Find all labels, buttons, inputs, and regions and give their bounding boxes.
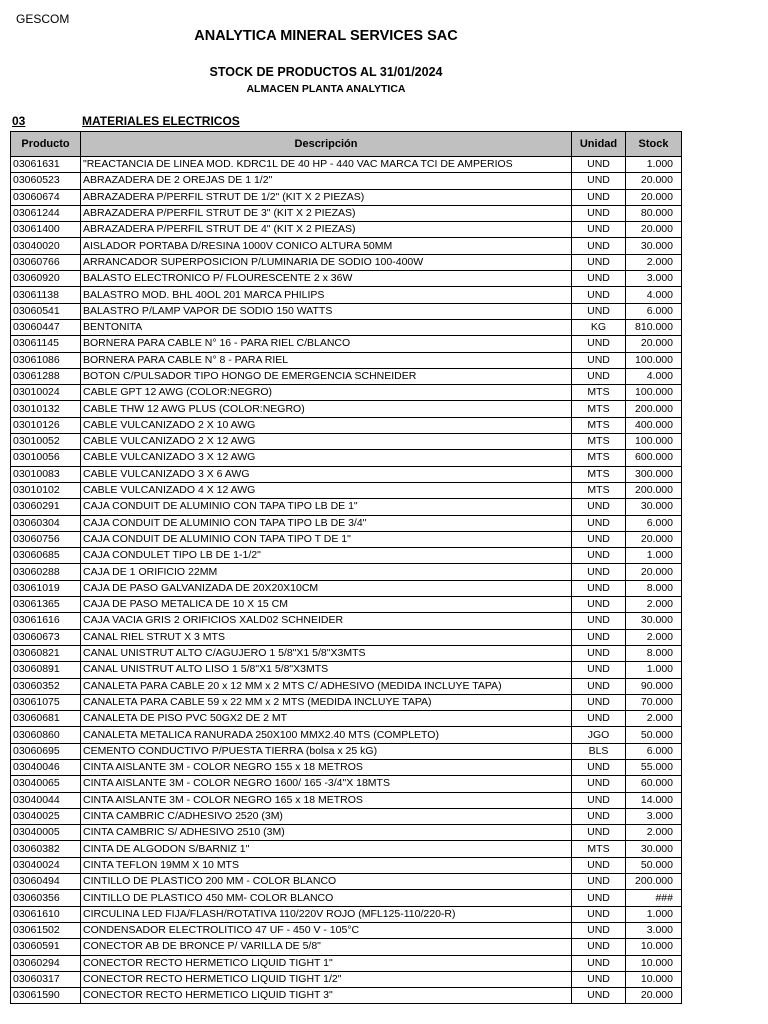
column-header-descripcion: Descripción xyxy=(81,132,572,157)
product-stock: 3.000 xyxy=(626,922,682,938)
product-code: 03060523 xyxy=(11,173,81,189)
product-stock: 20.000 xyxy=(626,564,682,580)
table-row xyxy=(11,694,682,710)
table-row xyxy=(11,890,682,906)
product-description: CABLE VULCANIZADO 3 X 12 AWG xyxy=(81,450,572,466)
product-code: 03060352 xyxy=(11,678,81,694)
table-row xyxy=(11,385,682,401)
product-stock: 20.000 xyxy=(626,189,682,205)
product-code: 03040024 xyxy=(11,857,81,873)
product-description: ABRAZADERA P/PERFIL STRUT DE 1/2" (KIT X 2 PIEZAS) xyxy=(81,189,572,205)
product-description: CABLE VULCANIZADO 2 X 12 AWG xyxy=(81,434,572,450)
product-stock: 1.000 xyxy=(626,906,682,922)
product-description: CAJA CONDULET TIPO LB DE 1-1/2" xyxy=(81,548,572,564)
product-code: 03040046 xyxy=(11,759,81,775)
product-description: BOTON C/PULSADOR TIPO HONGO DE EMERGENCIA SCHNEIDER xyxy=(81,368,572,384)
product-code: 03060591 xyxy=(11,939,81,955)
table-row xyxy=(11,662,682,678)
product-unit: UND xyxy=(572,531,626,547)
table-row xyxy=(11,792,682,808)
product-stock: 810.000 xyxy=(626,319,682,335)
product-unit: MTS xyxy=(572,385,626,401)
table-row xyxy=(11,825,682,841)
table-row xyxy=(11,629,682,645)
product-stock: 300.000 xyxy=(626,466,682,482)
product-code: 03061145 xyxy=(11,336,81,352)
product-description: CINTA AISLANTE 3M - COLOR NEGRO 165 x 18 METROS xyxy=(81,792,572,808)
product-code: 03061244 xyxy=(11,205,81,221)
table-row xyxy=(11,727,682,743)
table-row xyxy=(11,319,682,335)
product-unit: MTS xyxy=(572,434,626,450)
product-unit: BLS xyxy=(572,743,626,759)
product-code: 03061288 xyxy=(11,368,81,384)
product-unit: UND xyxy=(572,629,626,645)
product-code: 03040005 xyxy=(11,825,81,841)
table-row xyxy=(11,939,682,955)
column-header-producto: Producto xyxy=(11,132,81,157)
product-unit: UND xyxy=(572,890,626,906)
product-stock: 8.000 xyxy=(626,580,682,596)
product-unit: UND xyxy=(572,922,626,938)
product-description: CANALETA PARA CABLE 20 x 12 MM x 2 MTS C/ ADHESIVO (MEDIDA INCLUYE TAPA) xyxy=(81,678,572,694)
product-unit: UND xyxy=(572,303,626,319)
table-row xyxy=(11,450,682,466)
product-description: CONDENSADOR ELECTROLITICO 47 UF - 450 V - 105°C xyxy=(81,922,572,938)
product-code: 03040044 xyxy=(11,792,81,808)
product-description: "REACTANCIA DE LINEA MOD. KDRC1L DE 40 HP - 440 VAC MARCA TCI DE AMPERIOS xyxy=(81,157,572,173)
table-row xyxy=(11,482,682,498)
product-stock: 10.000 xyxy=(626,939,682,955)
product-description: BORNERA PARA CABLE N° 16 - PARA RIEL C/BLANCO xyxy=(81,336,572,352)
product-unit: UND xyxy=(572,808,626,824)
product-unit: UND xyxy=(572,173,626,189)
product-description: CINTA CAMBRIC S/ ADHESIVO 2510 (3M) xyxy=(81,825,572,841)
product-description: ABRAZADERA P/PERFIL STRUT DE 4" (KIT X 2 PIEZAS) xyxy=(81,222,572,238)
product-description: CANALETA DE PISO PVC 50GX2 DE 2 MT xyxy=(81,711,572,727)
table-row xyxy=(11,548,682,564)
table-row xyxy=(11,401,682,417)
product-code: 03040025 xyxy=(11,808,81,824)
table-row xyxy=(11,157,682,173)
product-stock: 2.000 xyxy=(626,825,682,841)
product-stock: 10.000 xyxy=(626,971,682,987)
product-stock: 55.000 xyxy=(626,759,682,775)
table-row xyxy=(11,955,682,971)
product-unit: UND xyxy=(572,580,626,596)
table-row xyxy=(11,857,682,873)
product-stock: 30.000 xyxy=(626,613,682,629)
product-stock: 1.000 xyxy=(626,157,682,173)
category-code: 03 xyxy=(12,114,26,128)
product-description: CEMENTO CONDUCTIVO P/PUESTA TIERRA (bolsa x 25 kG) xyxy=(81,743,572,759)
product-code: 03061019 xyxy=(11,580,81,596)
table-row xyxy=(11,254,682,270)
product-stock: 200.000 xyxy=(626,482,682,498)
product-stock: 20.000 xyxy=(626,222,682,238)
column-header-stock: Stock xyxy=(626,132,682,157)
product-unit: UND xyxy=(572,368,626,384)
product-unit: UND xyxy=(572,857,626,873)
product-code: 03060756 xyxy=(11,531,81,547)
table-row xyxy=(11,906,682,922)
product-stock: 200.000 xyxy=(626,874,682,890)
product-stock: 50.000 xyxy=(626,857,682,873)
product-unit: MTS xyxy=(572,482,626,498)
product-unit: UND xyxy=(572,955,626,971)
product-unit: UND xyxy=(572,564,626,580)
table-row xyxy=(11,564,682,580)
product-code: 03060821 xyxy=(11,645,81,661)
product-stock: 2.000 xyxy=(626,254,682,270)
product-description: BORNERA PARA CABLE N° 8 - PARA RIEL xyxy=(81,352,572,368)
product-code: 03061590 xyxy=(11,988,81,1004)
product-stock: 30.000 xyxy=(626,238,682,254)
product-code: 03010102 xyxy=(11,482,81,498)
product-description: AISLADOR PORTABA D/RESINA 1000V CONICO ALTURA 50MM xyxy=(81,238,572,254)
product-description: CANAL RIEL STRUT X 3 MTS xyxy=(81,629,572,645)
product-description: CANAL UNISTRUT ALTO C/AGUJERO 1 5/8"X1 5/8"X3MTS xyxy=(81,645,572,661)
product-unit: UND xyxy=(572,597,626,613)
product-description: CONECTOR RECTO HERMETICO LIQUID TIGHT 1/2" xyxy=(81,971,572,987)
product-description: CINTA TEFLON 19MM X 10 MTS xyxy=(81,857,572,873)
product-unit: UND xyxy=(572,548,626,564)
product-code: 03060288 xyxy=(11,564,81,580)
product-code: 03040020 xyxy=(11,238,81,254)
product-unit: MTS xyxy=(572,450,626,466)
product-description: CANALETA METALICA RANURADA 250X100 MMX2.40 MTS (COMPLETO) xyxy=(81,727,572,743)
product-unit: UND xyxy=(572,971,626,987)
product-stock: 30.000 xyxy=(626,499,682,515)
product-stock: 14.000 xyxy=(626,792,682,808)
product-code: 03060304 xyxy=(11,515,81,531)
product-unit: UND xyxy=(572,287,626,303)
product-code: 03060494 xyxy=(11,874,81,890)
product-code: 03060891 xyxy=(11,662,81,678)
product-code: 03061616 xyxy=(11,613,81,629)
product-description: CINTA AISLANTE 3M - COLOR NEGRO 155 x 18 METROS xyxy=(81,759,572,775)
product-unit: UND xyxy=(572,825,626,841)
product-stock: 90.000 xyxy=(626,678,682,694)
table-row xyxy=(11,303,682,319)
product-code: 03010126 xyxy=(11,417,81,433)
product-description: ARRANCADOR SUPERPOSICION P/LUMINARIA DE SODIO 100-400W xyxy=(81,254,572,270)
product-code: 03010024 xyxy=(11,385,81,401)
product-unit: UND xyxy=(572,662,626,678)
table-row xyxy=(11,776,682,792)
product-stock: 60.000 xyxy=(626,776,682,792)
product-description: CABLE THW 12 AWG PLUS (COLOR:NEGRO) xyxy=(81,401,572,417)
table-row xyxy=(11,743,682,759)
table-row xyxy=(11,874,682,890)
product-description: BALASTRO MOD. BHL 40OL 201 MARCA PHILIPS xyxy=(81,287,572,303)
table-row xyxy=(11,922,682,938)
product-code: 03060541 xyxy=(11,303,81,319)
product-stock: 1.000 xyxy=(626,662,682,678)
product-stock: 3.000 xyxy=(626,808,682,824)
product-description: CANALETA PARA CABLE 59 x 22 MM x 2 MTS (MEDIDA INCLUYE TAPA) xyxy=(81,694,572,710)
product-unit: UND xyxy=(572,694,626,710)
product-code: 03060860 xyxy=(11,727,81,743)
product-stock: 2.000 xyxy=(626,597,682,613)
table-row xyxy=(11,466,682,482)
product-unit: MTS xyxy=(572,841,626,857)
product-code: 03060685 xyxy=(11,548,81,564)
product-description: ABRAZADERA P/PERFIL STRUT DE 3" (KIT X 2 PIEZAS) xyxy=(81,205,572,221)
table-row xyxy=(11,808,682,824)
product-code: 03061502 xyxy=(11,922,81,938)
product-description: CABLE VULCANIZADO 4 X 12 AWG xyxy=(81,482,572,498)
product-unit: UND xyxy=(572,988,626,1004)
report-subtitle: STOCK DE PRODUCTOS AL 31/01/2024 xyxy=(209,65,443,79)
product-unit: UND xyxy=(572,336,626,352)
product-unit: UND xyxy=(572,874,626,890)
product-description: CAJA CONDUIT DE ALUMINIO CON TAPA TIPO LB DE 1" xyxy=(81,499,572,515)
product-unit: UND xyxy=(572,189,626,205)
product-code: 03061138 xyxy=(11,287,81,303)
product-code: 03060294 xyxy=(11,955,81,971)
product-stock: 4.000 xyxy=(626,368,682,384)
product-stock: 30.000 xyxy=(626,841,682,857)
table-row xyxy=(11,287,682,303)
product-unit: UND xyxy=(572,906,626,922)
product-description: ABRAZADERA DE 2 OREJAS DE 1 1/2" xyxy=(81,173,572,189)
product-stock: 20.000 xyxy=(626,173,682,189)
product-unit: UND xyxy=(572,499,626,515)
table-body xyxy=(11,157,682,1004)
product-unit: UND xyxy=(572,645,626,661)
product-unit: UND xyxy=(572,678,626,694)
product-code: 03060681 xyxy=(11,711,81,727)
product-unit: MTS xyxy=(572,401,626,417)
product-description: CINTILLO DE PLASTICO 450 MM- COLOR BLANCO xyxy=(81,890,572,906)
product-unit: UND xyxy=(572,613,626,629)
product-code: 03061400 xyxy=(11,222,81,238)
product-stock: 600.000 xyxy=(626,450,682,466)
table-row xyxy=(11,222,682,238)
product-unit: UND xyxy=(572,939,626,955)
product-stock: ### xyxy=(626,890,682,906)
product-stock: 20.000 xyxy=(626,336,682,352)
product-stock: 50.000 xyxy=(626,727,682,743)
product-description: CINTA DE ALGODON S/BARNIZ 1" xyxy=(81,841,572,857)
product-code: 03060695 xyxy=(11,743,81,759)
product-unit: KG xyxy=(572,319,626,335)
table-row xyxy=(11,988,682,1004)
product-code: 03061086 xyxy=(11,352,81,368)
product-stock: 6.000 xyxy=(626,303,682,319)
product-code: 03060447 xyxy=(11,319,81,335)
product-code: 03060291 xyxy=(11,499,81,515)
product-code: 03060382 xyxy=(11,841,81,857)
product-stock: 20.000 xyxy=(626,531,682,547)
table-row xyxy=(11,841,682,857)
table-row xyxy=(11,336,682,352)
table-row xyxy=(11,971,682,987)
product-description: CABLE GPT 12 AWG (COLOR:NEGRO) xyxy=(81,385,572,401)
product-code: 03060317 xyxy=(11,971,81,987)
table-row xyxy=(11,173,682,189)
product-description: CONECTOR RECTO HERMETICO LIQUID TIGHT 3" xyxy=(81,988,572,1004)
table-row xyxy=(11,515,682,531)
product-unit: MTS xyxy=(572,417,626,433)
table-row xyxy=(11,352,682,368)
product-unit: UND xyxy=(572,271,626,287)
report-title: ANALYTICA MINERAL SERVICES SAC xyxy=(194,28,458,44)
product-description: BENTONITA xyxy=(81,319,572,335)
product-stock: 100.000 xyxy=(626,352,682,368)
table-row xyxy=(11,613,682,629)
table-row xyxy=(11,368,682,384)
product-unit: JGO xyxy=(572,727,626,743)
product-stock: 2.000 xyxy=(626,629,682,645)
product-description: CABLE VULCANIZADO 2 X 10 AWG xyxy=(81,417,572,433)
product-stock: 6.000 xyxy=(626,515,682,531)
table-row xyxy=(11,205,682,221)
product-code: 03010056 xyxy=(11,450,81,466)
stock-table xyxy=(10,131,682,1004)
product-description: CABLE VULCANIZADO 3 X 6 AWG xyxy=(81,466,572,482)
product-stock: 400.000 xyxy=(626,417,682,433)
table-header-row xyxy=(11,132,682,157)
product-unit: UND xyxy=(572,515,626,531)
table-row xyxy=(11,189,682,205)
table-row xyxy=(11,531,682,547)
product-description: CINTA AISLANTE 3M - COLOR NEGRO 1600/ 165 -3/4"X 18MTS xyxy=(81,776,572,792)
product-stock: 8.000 xyxy=(626,645,682,661)
product-description: CIRCULINA LED FIJA/FLASH/ROTATIVA 110/220V ROJO (MFL125-110/220-R) xyxy=(81,906,572,922)
table-row xyxy=(11,597,682,613)
product-description: CANAL UNISTRUT ALTO LISO 1 5/8"X1 5/8"X3MTS xyxy=(81,662,572,678)
table-row xyxy=(11,499,682,515)
table-row xyxy=(11,711,682,727)
table-row xyxy=(11,759,682,775)
warehouse-name: ALMACEN PLANTA ANALYTICA xyxy=(246,83,406,95)
product-stock: 20.000 xyxy=(626,988,682,1004)
product-stock: 4.000 xyxy=(626,287,682,303)
table-row xyxy=(11,678,682,694)
product-code: 03010132 xyxy=(11,401,81,417)
product-stock: 100.000 xyxy=(626,385,682,401)
product-stock: 100.000 xyxy=(626,434,682,450)
product-code: 03060920 xyxy=(11,271,81,287)
product-stock: 70.000 xyxy=(626,694,682,710)
company-name: GESCOM xyxy=(16,12,70,26)
product-description: CAJA CONDUIT DE ALUMINIO CON TAPA TIPO T DE 1" xyxy=(81,531,572,547)
product-unit: UND xyxy=(572,711,626,727)
product-unit: UND xyxy=(572,157,626,173)
product-unit: MTS xyxy=(572,466,626,482)
product-description: CAJA VACIA GRIS 2 ORIFICIOS XALD02 SCHNEIDER xyxy=(81,613,572,629)
table-row xyxy=(11,271,682,287)
product-code: 03060766 xyxy=(11,254,81,270)
product-code: 03061631 xyxy=(11,157,81,173)
product-description: BALASTRO P/LAMP VAPOR DE SODIO 150 WATTS xyxy=(81,303,572,319)
product-description: CONECTOR RECTO HERMETICO LIQUID TIGHT 1" xyxy=(81,955,572,971)
product-code: 03010083 xyxy=(11,466,81,482)
product-stock: 6.000 xyxy=(626,743,682,759)
category-name: MATERIALES ELECTRICOS xyxy=(82,114,240,128)
product-unit: UND xyxy=(572,222,626,238)
table-row xyxy=(11,645,682,661)
product-unit: UND xyxy=(572,792,626,808)
product-code: 03010052 xyxy=(11,434,81,450)
product-code: 03060356 xyxy=(11,890,81,906)
product-description: CAJA CONDUIT DE ALUMINIO CON TAPA TIPO LB DE 3/4" xyxy=(81,515,572,531)
product-code: 03061610 xyxy=(11,906,81,922)
product-description: BALASTO ELECTRONICO P/ FLOURESCENTE 2 x 36W xyxy=(81,271,572,287)
product-description: CAJA DE PASO METALICA DE 10 X 15 CM xyxy=(81,597,572,613)
product-unit: UND xyxy=(572,205,626,221)
product-stock: 200.000 xyxy=(626,401,682,417)
product-description: CINTILLO DE PLASTICO 200 MM - COLOR BLANCO xyxy=(81,874,572,890)
product-description: CAJA DE 1 ORIFICIO 22MM xyxy=(81,564,572,580)
table-row xyxy=(11,238,682,254)
product-stock: 3.000 xyxy=(626,271,682,287)
product-description: CINTA CAMBRIC C/ADHESIVO 2520 (3M) xyxy=(81,808,572,824)
table-row xyxy=(11,417,682,433)
product-unit: UND xyxy=(572,352,626,368)
table-row xyxy=(11,580,682,596)
product-unit: UND xyxy=(572,776,626,792)
product-code: 03040065 xyxy=(11,776,81,792)
column-header-unidad: Unidad xyxy=(572,132,626,157)
product-unit: UND xyxy=(572,759,626,775)
product-description: CONECTOR AB DE BRONCE P/ VARILLA DE 5/8" xyxy=(81,939,572,955)
product-description: CAJA DE PASO GALVANIZADA DE 20X20X10CM xyxy=(81,580,572,596)
product-code: 03060674 xyxy=(11,189,81,205)
table-row xyxy=(11,434,682,450)
product-stock: 80.000 xyxy=(626,205,682,221)
product-unit: UND xyxy=(572,254,626,270)
product-code: 03060673 xyxy=(11,629,81,645)
product-unit: UND xyxy=(572,238,626,254)
product-stock: 1.000 xyxy=(626,548,682,564)
product-stock: 10.000 xyxy=(626,955,682,971)
product-code: 03061075 xyxy=(11,694,81,710)
product-stock: 2.000 xyxy=(626,711,682,727)
product-code: 03061365 xyxy=(11,597,81,613)
